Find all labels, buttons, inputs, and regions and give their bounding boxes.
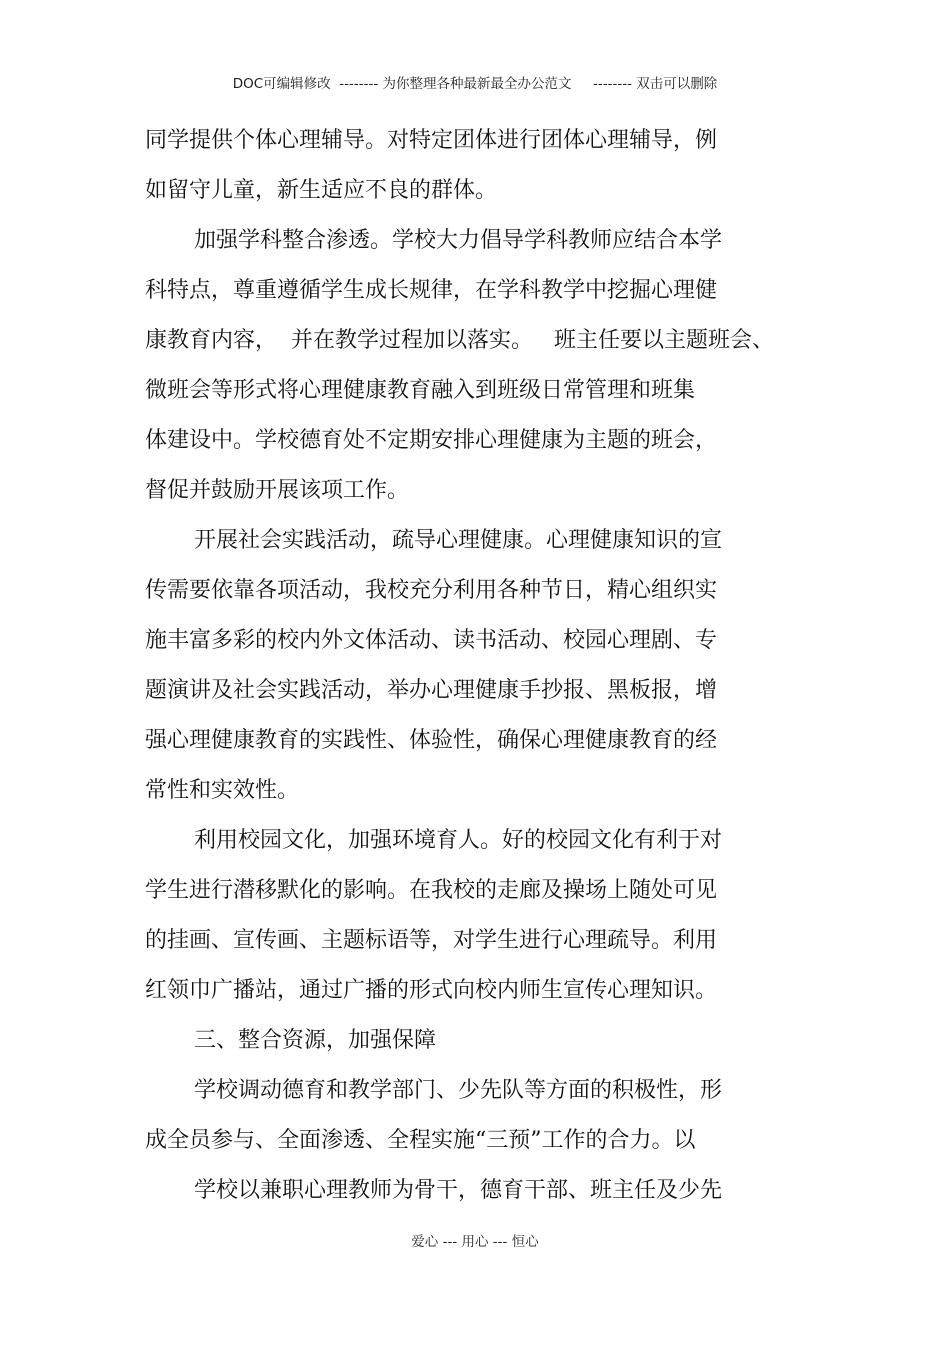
paragraph-start-line: 利用校园文化，加强环境育人。好的校园文化有利于对: [194, 828, 723, 853]
paragraph-start-line: 开展社会实践活动，疏导心理健康。心理健康知识的宣: [194, 528, 723, 553]
text-line: 康教育内容， 并在教学过程加以落实。 班主任要以主题班会、: [145, 328, 774, 353]
text-line: 强心理健康教育的实践性、体验性，确保心理健康教育的经: [145, 728, 718, 753]
text-line: 督促并鼓励开展该项工作。: [145, 478, 410, 503]
text-line: 常性和实效性。: [145, 778, 300, 803]
section-heading: 三、整合资源，加强保障: [194, 1028, 437, 1053]
page-footer: 爱心 --- 用心 --- 恒心: [411, 1234, 539, 1250]
text-line: 题演讲及社会实践活动，举办心理健康手抄报、黑板报，增: [145, 678, 718, 703]
text-line: 微班会等形式将心理健康教育融入到班级日常管理和班集: [145, 378, 696, 403]
text-line: 传需要依靠各项活动，我校充分利用各种节日，精心组织实: [145, 578, 718, 603]
page-header: DOC可编辑修改 -------- 为你整理各种最新最全办公范文 -------- 双击可以删除: [232, 76, 718, 92]
paragraph-start-line: 学校以兼职心理教师为骨干，德育干部、班主任及少先: [194, 1178, 723, 1203]
text-line: 如留守儿童，新生适应不良的群体。: [145, 178, 498, 203]
text-line: 学生进行潜移默化的影响。在我校的走廊及操场上随处可见: [145, 878, 718, 903]
text-line: 成全员参与、全面渗透、全程实施“三预”工作的合力。以: [145, 1128, 696, 1153]
text-line: 施丰富多彩的校内外文体活动、读书活动、校园心理剧、专: [145, 628, 718, 653]
text-line: 体建设中。学校德育处不定期安排心理健康为主题的班会，: [145, 428, 718, 453]
text-line: 红领巾广播站，通过广播的形式向校内师生宣传心理知识。: [145, 978, 718, 1003]
text-line: 同学提供个体心理辅导。对特定团体进行团体心理辅导，例: [145, 128, 718, 153]
text-line: 科特点，尊重遵循学生成长规律，在学科教学中挖掘心理健: [145, 278, 718, 303]
paragraph-start-line: 加强学科整合渗透。学校大力倡导学科教师应结合本学: [194, 228, 723, 253]
paragraph-start-line: 学校调动德育和教学部门、少先队等方面的积极性，形: [194, 1078, 723, 1103]
text-line: 的挂画、宣传画、主题标语等，对学生进行心理疏导。利用: [145, 928, 718, 953]
